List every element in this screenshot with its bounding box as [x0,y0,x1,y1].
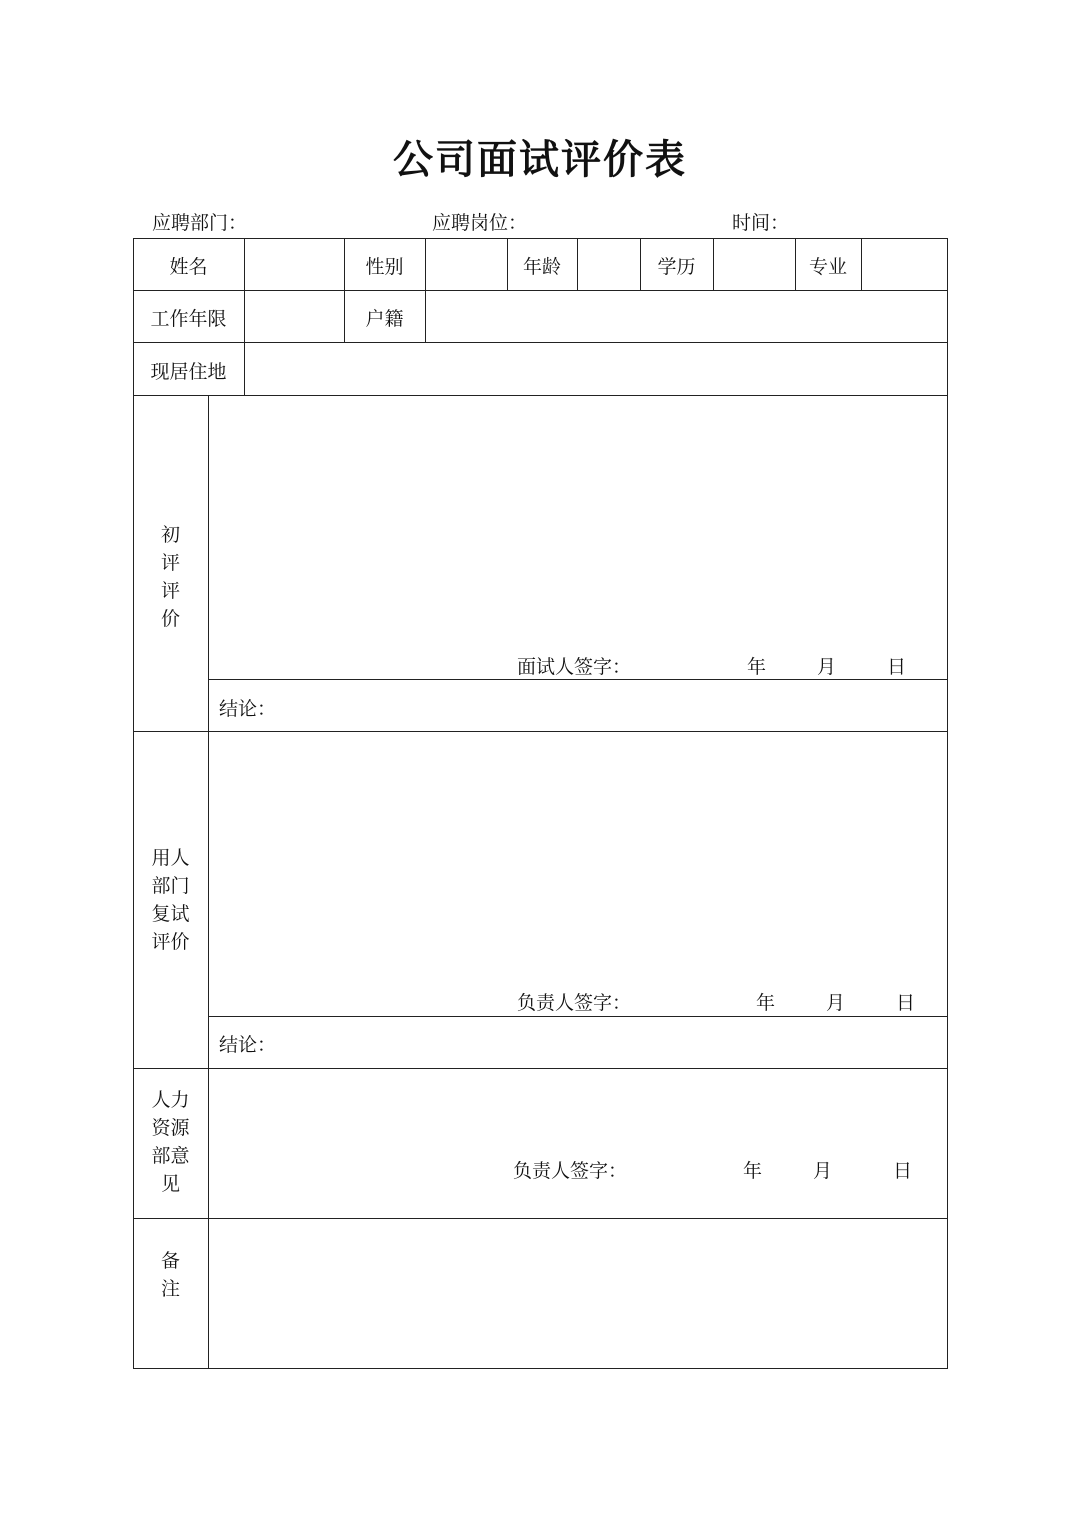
label-line: 注 [160,1278,180,1300]
label-line: 资源 [151,1117,190,1139]
label-line: 见 [160,1173,180,1195]
age-label: 年龄 [522,256,561,278]
label-line: 备 [160,1250,180,1272]
education-field[interactable] [714,239,795,290]
dept-eval-field[interactable] [209,732,947,1016]
dept-conclusion-label: 结论： [219,1034,277,1056]
remarks-field[interactable] [209,1219,947,1368]
hr-opinion-field[interactable] [209,1069,947,1218]
month-label: 月 [817,656,837,678]
label-line: 部意 [151,1145,190,1167]
label-line: 评 [160,552,180,574]
year-label: 年 [756,992,776,1014]
initial-eval-label [133,521,208,633]
label-line: 评 [160,580,180,602]
label-line: 人力 [151,1089,190,1111]
initial-conclusion-label: 结论： [219,698,277,720]
dept-eval-label [133,844,208,956]
hr-signature-label: 负责人签字： [513,1160,628,1182]
name-label: 姓名 [169,256,208,278]
table-border-right [947,238,948,1369]
work-years-label: 工作年限 [150,308,227,330]
residence-field[interactable] [245,343,947,395]
residence-label: 现居住地 [150,361,227,383]
month-label: 月 [813,1160,833,1182]
label-line: 评价 [151,931,190,953]
label-line: 价 [160,608,180,630]
remarks-label [133,1247,208,1303]
gender-field[interactable] [426,239,507,290]
interviewer-signature-label: 面试人签字： [517,656,632,678]
major-field[interactable] [862,239,947,290]
year-label: 年 [747,656,767,678]
hr-opinion-label [133,1086,208,1198]
month-label: 月 [826,992,846,1014]
dept-conclusion-field[interactable] [270,1017,947,1068]
age-field[interactable] [578,239,640,290]
name-field[interactable] [245,239,344,290]
major-label: 专业 [808,256,847,278]
year-label: 年 [743,1160,763,1182]
dept-label: 应聘部门： [152,212,248,234]
table-border-bottom [133,1368,948,1369]
position-label: 应聘岗位： [432,212,528,234]
page-title: 公司面试评价表 [393,136,687,183]
day-label: 日 [887,656,907,678]
label-line: 用人 [151,847,190,869]
education-label: 学历 [657,256,696,278]
label-line: 初 [160,524,180,546]
table-border-left [133,238,134,1369]
label-line: 复试 [151,903,190,925]
manager-signature-label: 负责人签字： [517,992,632,1014]
work-years-field[interactable] [245,291,344,342]
label-line: 部门 [151,875,190,897]
gender-label: 性别 [365,256,404,278]
initial-conclusion-field[interactable] [270,680,947,731]
time-label: 时间： [732,212,790,234]
day-label: 日 [896,992,916,1014]
day-label: 日 [893,1160,913,1182]
hukou-label: 户籍 [365,308,404,330]
hukou-field[interactable] [426,291,947,342]
initial-eval-field[interactable] [209,396,947,679]
